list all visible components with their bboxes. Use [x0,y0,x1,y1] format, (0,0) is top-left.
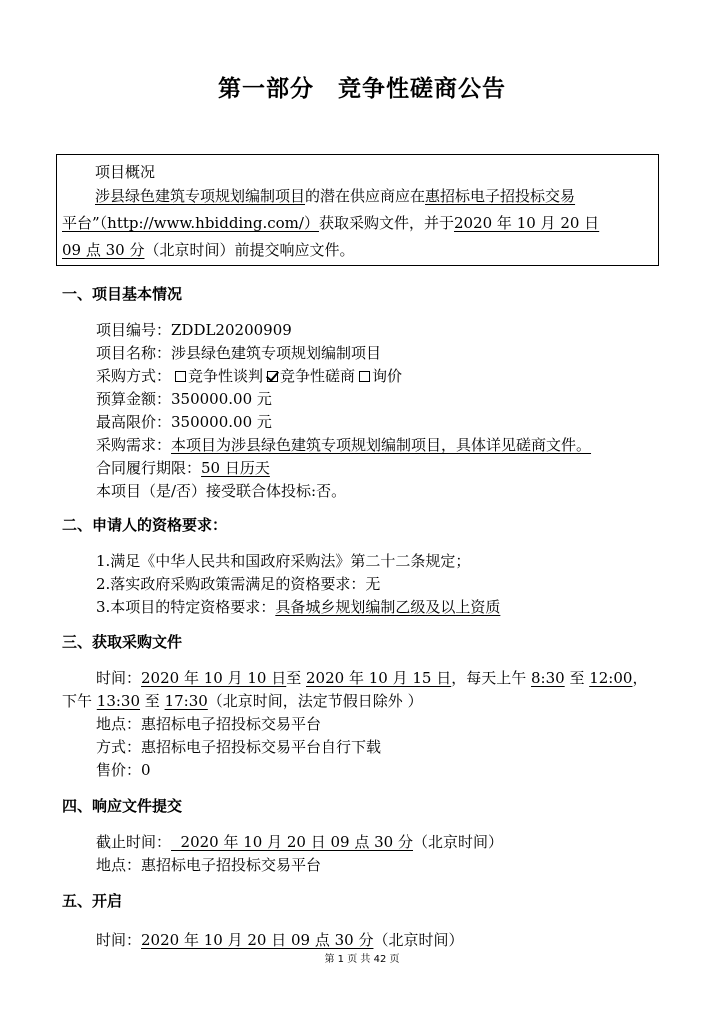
section-1-heading: 一、项目基本情况 [62,285,183,303]
max-price: 最高限价：350000.00 元 [96,413,272,431]
acquisition-price: 售价：0 [96,761,151,779]
overview-line-3: 09 点 30 分（北京时间）前提交响应文件。 [62,241,355,259]
section-2-heading: 二、申请人的资格要求： [62,516,228,534]
submission-deadline: 截止时间： 2020 年 10 月 20 日 09 点 30 分（北京时间） [96,833,504,851]
overview-deadline-time: 09 点 30 分 [62,241,145,259]
qualification-item-3: 3.本项目的特定资格要求：具备城乡规划编制乙级及以上资质 [96,598,501,616]
project-overview-box [56,154,659,266]
section-3-heading: 三、获取采购文件 [62,633,183,651]
overview-deadline-date: 2020 年 10 月 20 日 [453,214,600,232]
project-name: 项目名称：涉县绿色建筑专项规划编制项目 [96,344,382,362]
qualification-item-2: 2.落实政府采购政策需满足的资格要求：无 [96,575,381,593]
procurement-method: 采购方式： 竞争性谈判 竞争性磋商 询价 [96,367,403,385]
acquisition-time-line-2: 下午 13:30 至 17:30（北京时间，法定节假日除外 ） [62,692,423,710]
opening-time: 时间：2020 年 10 月 20 日 09 点 30 分（北京时间） [96,931,464,949]
budget-amount: 预算金额：350000.00 元 [96,390,272,408]
overview-platform-url: 平台”（http://www.hbidding.com/） [62,214,319,232]
submission-place: 地点：惠招标电子招投标交易平台 [96,856,322,874]
page-footer: 第 1 页 共 42 页 [324,954,400,965]
acquisition-method: 方式：惠招标电子招投标交易平台自行下载 [96,738,382,756]
project-number: 项目编号：ZDDL20200909 [96,321,292,339]
checkbox-icon [359,371,370,382]
overview-project-name: 涉县绿色建筑专项规划编制项目 [95,187,306,205]
checked-checkbox-icon [267,371,278,382]
overview-heading: 项目概况 [95,163,156,181]
overview-line-1: 涉县绿色建筑专项规划编制项目的潜在供应商应在惠招标电子招投标交易 [95,187,576,205]
checkbox-icon [175,371,186,382]
acquisition-place: 地点：惠招标电子招投标交易平台 [96,715,322,733]
section-4-heading: 四、响应文件提交 [62,797,183,815]
overview-platform: 惠招标电子招投标交易 [425,187,576,205]
overview-line-2: 平台”（http://www.hbidding.com/）获取采购文件，并于2020 年 10 月 20 日 [62,214,600,232]
section-5-heading: 五、开启 [62,892,123,910]
page-title: 第一部分 竞争性磋商公告 [218,76,506,102]
qualification-item-1: 1.满足《中华人民共和国政府采购法》第二十二条规定； [96,552,471,570]
consortium-note: 本项目（是/否）接受联合体投标:否。 [96,482,347,500]
acquisition-time-line-1: 时间：2020 年 10 月 10 日至 2020 年 10 月 15 日，每天上午 8:30 至 12:00， [96,669,648,687]
contract-period: 合同履行期限：50 日历天 [96,459,270,477]
procurement-demand: 采购需求：本项目为涉县绿色建筑专项规划编制项目，具体详见磋商文件。 [96,436,592,454]
